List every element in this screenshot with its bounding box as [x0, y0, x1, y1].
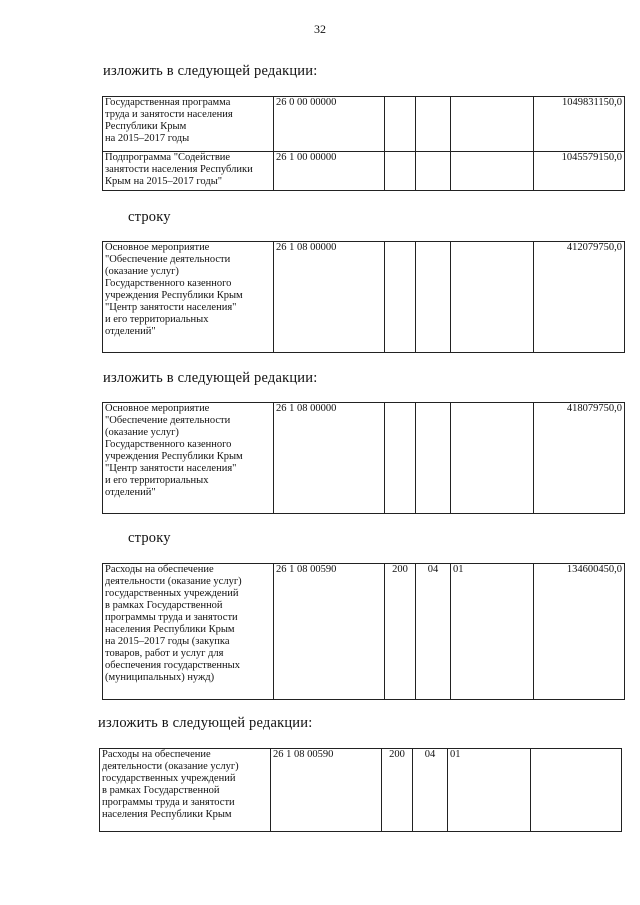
section-heading: изложить в следующей редакции: [98, 715, 313, 731]
row-amount: 1045579150,0 [534, 152, 625, 191]
row-rz [416, 242, 451, 353]
row-name: Основное мероприятие "Обеспечение деятельности (оказание услуг) Государственного казенного учреждения Республики Крым "Центр занятости населения" и его территориальных отделений" [103, 403, 274, 514]
row-pr: 01 [448, 749, 531, 832]
row-amount: 134600450,0 [534, 564, 625, 700]
row-vr: 200 [385, 564, 416, 700]
row-pr: 01 [451, 564, 534, 700]
section-heading: изложить в следующей редакции: [103, 63, 318, 79]
row-vr [385, 403, 416, 514]
budget-table [99, 748, 622, 832]
row-rz: 04 [416, 564, 451, 700]
row-vr: 200 [382, 749, 413, 832]
row-name: Расходы на обеспечение деятельности (оказание услуг) государственных учреждений в рамках Государственной программы труда и занятости населения Республики Крым [100, 749, 271, 832]
row-code: 26 1 00 00000 [274, 152, 385, 191]
row-pr [451, 152, 534, 191]
row-amount: 418079750,0 [534, 403, 625, 514]
row-amount: 412079750,0 [534, 242, 625, 353]
budget-table [102, 241, 625, 353]
table-row [103, 242, 625, 353]
table-row [103, 564, 625, 700]
budget-table [102, 96, 625, 191]
row-rz: 04 [413, 749, 448, 832]
row-code: 26 0 00 00000 [274, 97, 385, 152]
row-name: Основное мероприятие "Обеспечение деятельности (оказание услуг) Государственного казенного учреждения Республики Крым "Центр занятости населения" и его территориальных отделений" [103, 242, 274, 353]
page-number: 32 [314, 22, 326, 36]
row-code: 26 1 08 00590 [271, 749, 382, 832]
row-code: 26 1 08 00000 [274, 242, 385, 353]
row-vr [385, 242, 416, 353]
table-row [103, 97, 625, 152]
budget-table [102, 402, 625, 514]
row-rz [416, 97, 451, 152]
row-amount: 1049831150,0 [534, 97, 625, 152]
table-row [103, 403, 625, 514]
row-vr [385, 152, 416, 191]
section-heading: строку [128, 530, 171, 546]
row-name: Государственная программа труда и занятости населения Республики Крым на 2015–2017 годы [103, 97, 274, 152]
row-rz [416, 403, 451, 514]
table-row [103, 152, 625, 191]
row-name: Расходы на обеспечение деятельности (оказание услуг) государственных учреждений в рамках Государственной программы труда и занятости населения Республики Крым на 2015–2017 годы (закупка товаров, работ и услуг для обеспечения государственных (муниципальных) нужд) [103, 564, 274, 700]
section-heading: строку [128, 209, 171, 225]
budget-table [102, 563, 625, 700]
row-code: 26 1 08 00000 [274, 403, 385, 514]
row-name: Подпрограмма "Содействие занятости населения Республики Крым на 2015–2017 годы" [103, 152, 274, 191]
row-pr [451, 242, 534, 353]
row-rz [416, 152, 451, 191]
table-row [100, 749, 622, 832]
row-amount [531, 749, 622, 832]
row-code: 26 1 08 00590 [274, 564, 385, 700]
row-vr [385, 97, 416, 152]
section-heading: изложить в следующей редакции: [103, 370, 318, 386]
row-pr [451, 403, 534, 514]
row-pr [451, 97, 534, 152]
